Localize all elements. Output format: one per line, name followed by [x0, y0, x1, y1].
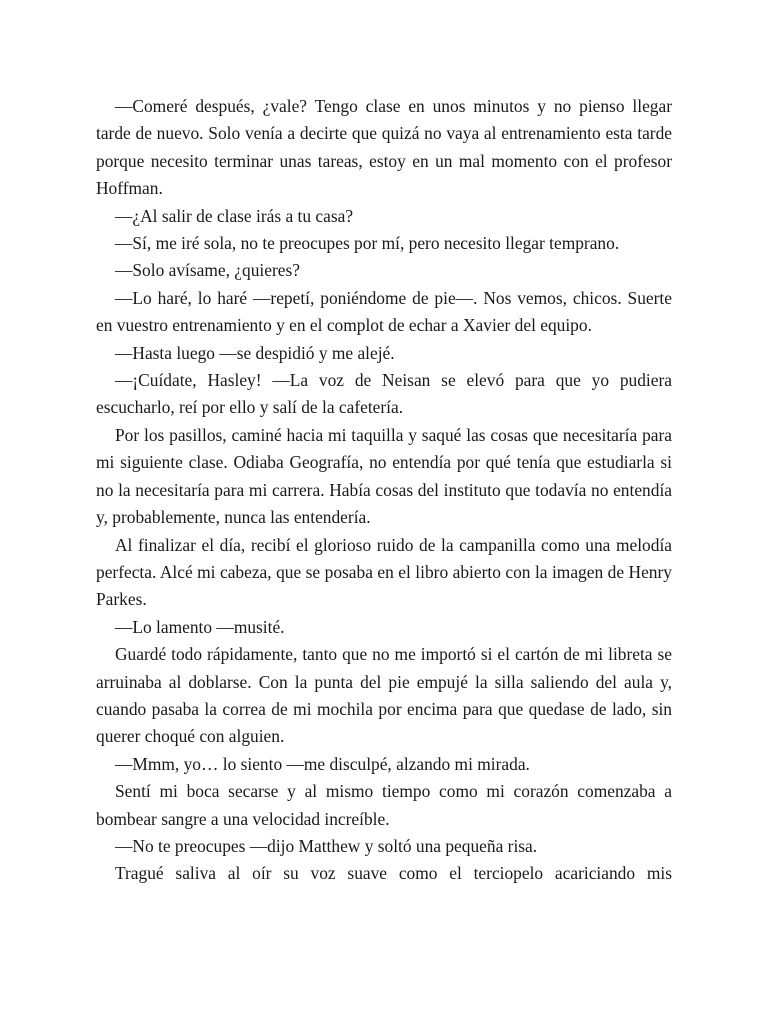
paragraph: Guardé todo rápidamente, tanto que no me importó si el cartón de mi libreta se arruinaba al doblarse. Con la punta del pie empujé la silla saliendo del aula y, cuando pasaba la correa de mi mochila por encima para que quedase de lado, sin querer choqué con alguien.	[96, 644, 672, 747]
paragraph: —Comeré después, ¿vale? Tengo clase en unos minutos y no pienso llegar tarde de nuevo. Solo venía a decirte que quizá no vaya al entrenamiento esta tarde porque necesito terminar unas tareas, estoy en un mal momento con el profesor Hoffman.	[96, 96, 672, 199]
paragraph: —¿Al salir de clase irás a tu casa?	[115, 205, 354, 226]
paragraph-last-line: Tragué saliva al oír su voz suave como el terciopelo acariciando mis	[115, 863, 672, 884]
paragraph: —Solo avísame, ¿quieres?	[115, 260, 300, 281]
paragraph: —Sí, me iré sola, no te preocupes por mí, pero necesito llegar temprano.	[115, 233, 620, 254]
paragraph: Sentí mi boca secarse y al mismo tiempo como mi corazón comenzaba a bombear sangre a una velocidad increíble.	[96, 781, 672, 829]
paragraph: —Lo lamento —musité.	[115, 616, 285, 637]
paragraph: —No te preocupes —dijo Matthew y soltó una pequeña risa.	[115, 835, 538, 856]
paragraph: —¡Cuídate, Hasley! —La voz de Neisan se elevó para que yo pudiera escucharlo, reí por ello y salí de la cafetería.	[96, 370, 672, 418]
paragraph: Al finalizar el día, recibí el glorioso ruido de la campanilla como una melodía perfecta. Alcé mi cabeza, que se posaba en el libro abierto con la imagen de Henry Parkes.	[96, 534, 672, 610]
paragraph: —Lo haré, lo haré —repetí, poniéndome de pie—. Nos vemos, chicos. Suerte en vuestro entrenamiento y en el complot de echar a Xavier del equipo.	[96, 287, 672, 336]
paragraph: —Hasta luego —se despidió y me alejé.	[115, 342, 395, 363]
paragraph: —Mmm, yo… lo siento —me disculpé, alzando mi mirada.	[115, 753, 530, 774]
paragraph: Por los pasillos, caminé hacia mi taquilla y saqué las cosas que necesitaría para mi siguiente clase. Odiaba Geografía, no entendía por qué tenía que estudiarla si no la necesitaría para mi carrera. Había cosas del instituto que todavía no entendía y, probablemente, nunca las entendería.	[96, 424, 672, 528]
